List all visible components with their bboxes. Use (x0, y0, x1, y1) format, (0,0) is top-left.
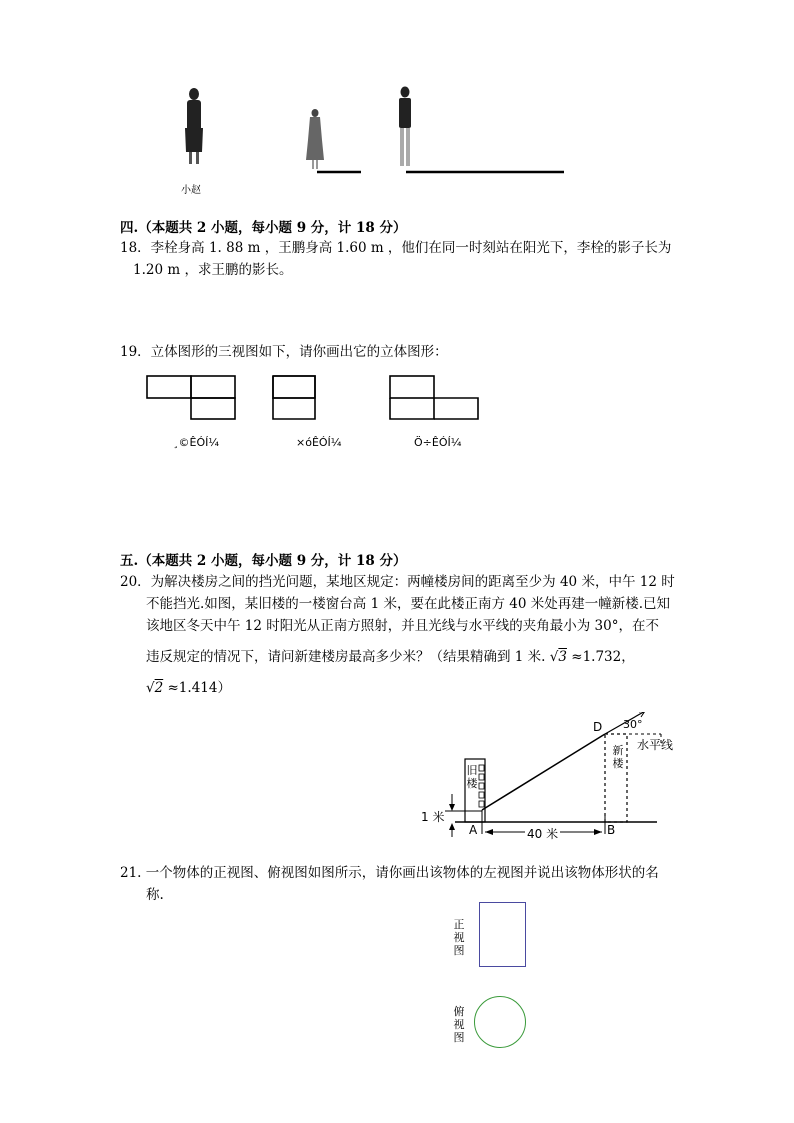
three-views-svg (140, 372, 490, 424)
person-caption: 小赵 (181, 185, 201, 196)
horizontal-line-label: 水平线 (637, 738, 674, 752)
angle-label: 30° (623, 718, 643, 731)
distance-label: 40 米 (527, 827, 559, 841)
view-label-1: ¸©ÊÓÍ¼ (173, 436, 220, 449)
person-middle (306, 109, 324, 169)
person-xiaozhao (185, 88, 203, 164)
point-b-label: B (607, 823, 616, 837)
old-building-windows (479, 765, 484, 807)
light-ray (482, 734, 605, 810)
view-label-3: Ö÷ÊÓÍ¼ (414, 436, 462, 449)
q20-line2: 不能挡光.如图，某旧楼的一楼窗台高 1 米，要在此楼正南方 40 米处再建一幢新楼.已知 (146, 596, 671, 612)
q19-text: 19．立体图形的三视图如下，请你画出它的立体图形： (120, 344, 448, 360)
height-arrow-top-head (449, 804, 455, 811)
sqrt2-symbol: √2 (146, 680, 164, 696)
q20-line5 (146, 679, 231, 697)
sqrt3-value: 3 (558, 649, 567, 665)
view-1 (147, 376, 235, 419)
section-5-heading: 五.（本题共 2 小题，每小题 9 分，计 18 分） (120, 553, 407, 569)
new-building-label: 新楼 (612, 744, 624, 770)
q20-line4-text: 违反规定的情况下，请问新建楼房最高多少米？（结果精确到 1 米. (146, 649, 546, 665)
point-a-label: A (469, 823, 478, 837)
front-view-label: 正视图 (453, 918, 465, 957)
sqrt2-approx: ≈1.414） (167, 680, 231, 696)
person-man (399, 87, 411, 167)
q20-line4 (146, 648, 635, 666)
view-label-2: ×óÊÓÍ¼ (296, 436, 342, 449)
section-4-heading: 四.（本题共 2 小题，每小题 9 分，计 18 分） (120, 220, 407, 236)
people-figure-svg (170, 80, 590, 200)
view-3 (390, 376, 478, 419)
people-figure (170, 80, 590, 200)
top-view-label: 俯视图 (453, 1005, 465, 1044)
q18-line1: 18．李栓身高 1. 88 m ，王鹏身高 1.60 m ，他们在同一时刻站在阳光下，李栓的影子长为 (120, 240, 672, 256)
three-views-figure (140, 372, 490, 424)
top-view-circle (474, 996, 526, 1048)
q21-line2: 称. (146, 887, 164, 903)
q20-line3: 该地区冬天中午 12 时阳光从正南方照射，并且光线与水平线的夹角最小为 30°，在不 (146, 618, 659, 634)
sqrt3-symbol: √3 (549, 649, 567, 665)
height-arrow-bottom-head (449, 823, 455, 830)
view-2 (273, 376, 315, 419)
sqrt2-value: 2 (154, 680, 164, 696)
distance-arrow-left (485, 829, 493, 835)
q20-line1: 20．为解决楼房之间的挡光问题，某地区规定：两幢楼房间的距离至少为 40 米，中午 12 时 (120, 574, 675, 590)
building-diagram (415, 712, 695, 842)
front-view-rect (479, 902, 526, 967)
sqrt3-approx: ≈1.732， (571, 649, 635, 665)
height-label: 1 米 (421, 810, 445, 824)
old-building-label: 旧楼 (466, 764, 478, 790)
q18-line2: 1.20 m ，求王鹏的影长。 (133, 262, 293, 278)
building-diagram-svg (415, 712, 695, 842)
q21-line1: 21. 一个物体的正视图、俯视图如图所示，请你画出该物体的左视图并说出该物体形状的名 (120, 865, 659, 881)
distance-arrow-right (594, 829, 602, 835)
point-d-label: D (593, 720, 603, 734)
